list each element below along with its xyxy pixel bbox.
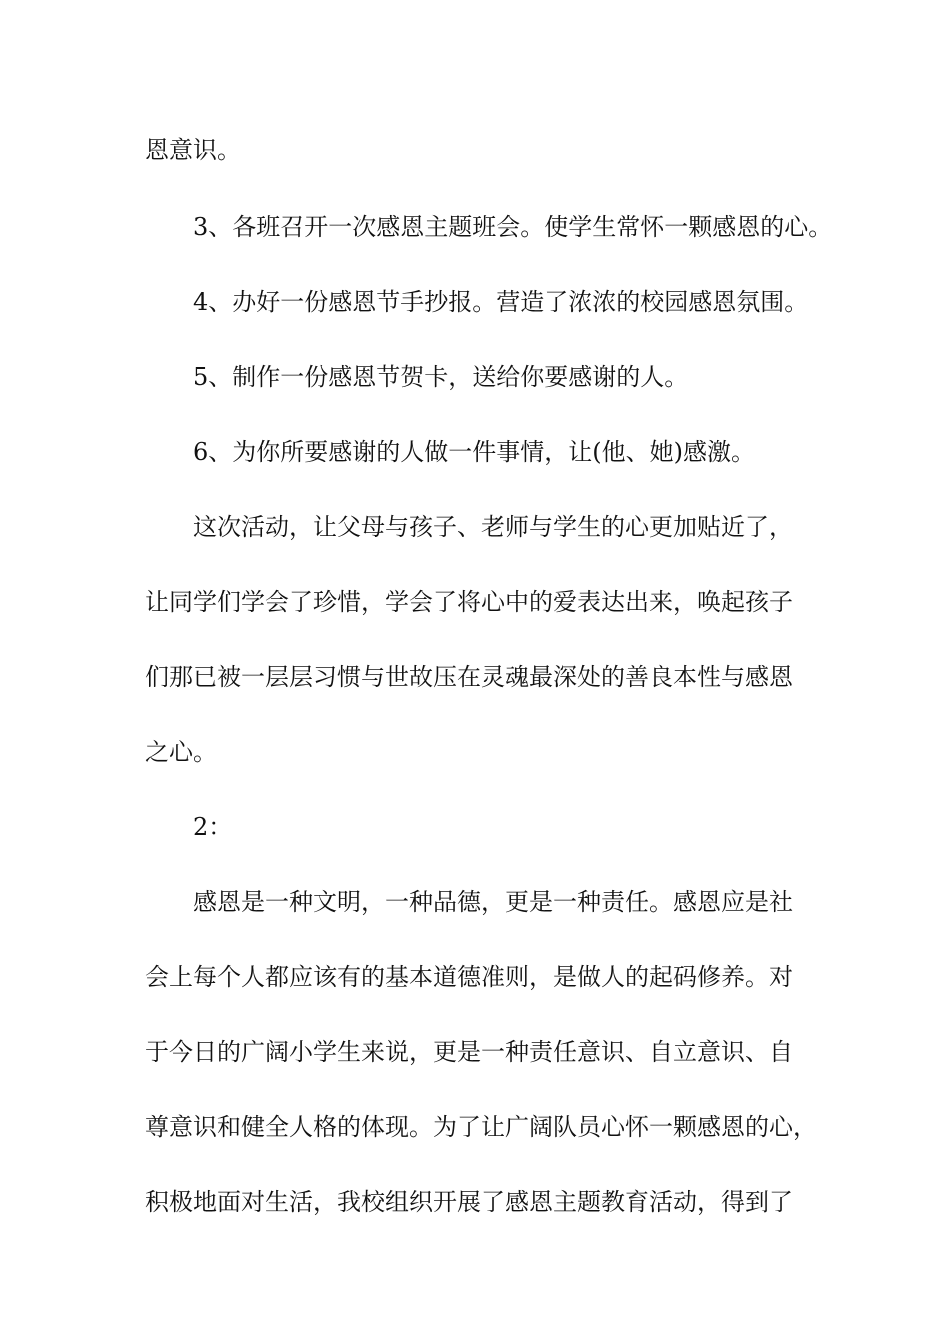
text-line: 4、办好一份感恩节手抄报。营造了浓浓的校园感恩氛围。 [193,288,809,316]
text-line: 3、各班召开一次感恩主题班会。使学生常怀一颗感恩的心。 [193,213,833,241]
text-line: 会上每个人都应该有的基本道德准则，是做人的起码修养。对 [145,963,793,991]
text-line: 6、为你所要感谢的人做一件事情，让(他、她)感激。 [193,438,755,466]
text-line: 2： [193,813,233,841]
text-line: 5、制作一份感恩节贺卡，送给你要感谢的人。 [193,363,689,391]
text-line: 之心。 [145,738,217,766]
text-line: 们那已被一层层习惯与世故压在灵魂最深处的善良本性与感恩 [145,663,793,691]
text-line: 于今日的广阔小学生来说，更是一种责任意识、自立意识、自 [145,1038,793,1066]
text-line: 感恩是一种文明，一种品德，更是一种责任。感恩应是社 [193,888,793,916]
text-line: 尊意识和健全人格的体现。为了让广阔队员心怀一颗感恩的心， [145,1113,817,1141]
text-line: 恩意识。 [145,136,241,164]
text-line: 这次活动，让父母与孩子、老师与学生的心更加贴近了， [193,513,793,541]
text-line: 让同学们学会了珍惜，学会了将心中的爱表达出来，唤起孩子 [145,588,793,616]
text-line: 积极地面对生活，我校组织开展了感恩主题教育活动，得到了 [145,1188,793,1216]
